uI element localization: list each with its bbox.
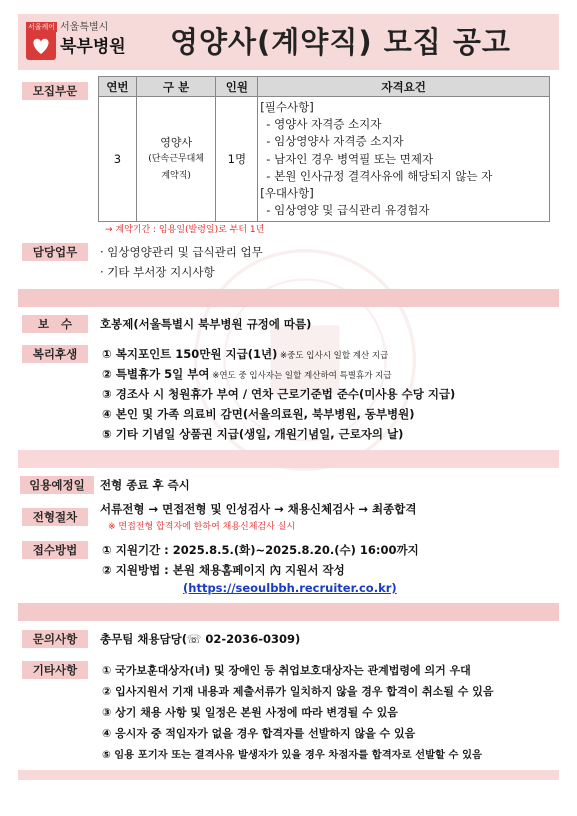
process-note: ※ 면접전형 합격자에 한하여 채용신체검사 실시 [108,522,296,532]
section-label-pay: 보 수 [22,315,88,333]
table-row [99,97,550,222]
divider-band [18,603,559,621]
preferred-title: [우대사항] [260,186,314,201]
welfare-main: ③ 경조사 시 청원휴가 부여 / 연차 근로기준법 준수(미사용 수당 지급) [102,387,456,401]
required-item: - 남자인 경우 병역필 또는 면제자 [266,151,434,166]
divider-band [18,450,559,468]
heart-logo-icon [26,30,56,60]
contract-period-note: → 계약기간 : 임용일(발령일)로 부터 1년 [105,225,265,235]
required-item: - 본원 인사규정 결격사유에 해당되지 않는 자 [266,168,493,183]
process-text: 서류전형 → 면접전형 및 인성검사 → 채용신체검사 → 최종합격 [100,502,417,516]
etc-item: ⑤ 임용 포기자 또는 결격사유 발생자가 있을 경우 차점자를 합격자로 선발할 수 있음 [102,749,482,761]
welfare-item [102,426,403,442]
row-number: 3 [99,97,137,222]
position-name: 영양사 [160,135,193,149]
welfare-main: ④ 본인 및 가족 의료비 감면(서울의료원, 북부병원, 동부병원) [102,407,415,421]
section-label-contact: 문의사항 [22,630,88,648]
divider-band [18,289,559,307]
required-item: - 임상영양사 자격증 소지자 [266,134,404,149]
etc-item: ② 입사지원서 기재 내용과 제출서류가 일치하지 않을 경우 합격이 취소될 수 있음 [102,685,494,698]
required-title: [필수사항] [260,100,314,114]
welfare-item [102,346,388,362]
section-label-process: 전형절차 [22,508,88,526]
page-title: 영양사(계약직) 모집 공고 [170,25,511,59]
pay-text: 호봉제(서울특별시 북부병원 규정에 따름) [100,317,312,331]
apply-url-link[interactable]: (https://seoulbbh.recruiter.co.kr) [183,581,397,595]
org-name: 북부병원 [60,37,126,57]
section-label-recruit: 모집부문 [22,82,88,100]
divider-band [18,770,559,780]
section-label-duty: 담당업무 [22,243,88,261]
welfare-main: ⑤ 기타 기념일 상품권 지급(생일, 개원기념일, 근로자의 날) [102,427,404,441]
recruit-table [98,76,550,222]
position-type-cont: 계약직) [161,170,191,181]
headcount: 1명 [216,97,258,222]
section-label-etc: 기타사항 [22,661,88,679]
welfare-main: ① 복지포인트 150만원 지급(1년) [102,347,278,361]
etc-item: ③ 상기 채용 사항 및 일정은 본원 사정에 따라 변경될 수 있음 [102,706,398,719]
table-header: 구 분 [136,77,216,97]
welfare-item [102,406,415,422]
logo-tag: 서울케어 [28,23,56,31]
table-header: 인원 [216,77,258,97]
table-header: 자격요건 [258,77,550,97]
welfare-item [102,366,392,382]
duty-item: · 기타 부서장 지시사항 [100,265,215,279]
apply-method: ② 지원방법 : 본원 채용홈페이지 內 지원서 작성 [102,563,345,577]
position-type: (단속근무대체 [148,153,204,164]
org-sub: 서울특별시 [60,22,109,33]
table-header: 연번 [99,77,137,97]
section-label-start: 임용예정일 [20,476,94,494]
required-item: - 영양사 자격증 소지자 [266,117,382,132]
section-label-welfare: 복리후생 [22,345,88,363]
welfare-note: ※중도 입사시 일할 계산 지급 [277,351,389,361]
start-text: 전형 종료 후 즉시 [100,478,190,492]
qualification-cell [258,97,550,222]
position-cell [136,97,216,222]
preferred-item: - 임상영양 및 급식관리 유경험자 [266,203,430,218]
etc-item: ① 국가보훈대상자(녀) 및 장애인 등 취업보호대상자는 관계법령에 의거 우대 [102,664,471,677]
contact-text: 총무팀 채용담당(☏ 02-2036-0309) [100,632,301,646]
etc-item: ④ 응시자 중 적임자가 없을 경우 합격자를 선발하지 않을 수 있음 [102,727,416,740]
apply-period: ① 지원기간 : 2025.8.5.(화)~2025.8.20.(수) 16:00까지 [102,543,419,557]
welfare-note: ※연도 중 입사자는 일할 계산하여 특별휴가 지급 [209,371,392,381]
duty-item: · 임상영양관리 및 급식관리 업무 [100,245,263,259]
welfare-item [102,386,455,402]
section-label-apply: 접수방법 [22,541,88,559]
welfare-main: ② 특별휴가 5일 부여 [102,367,210,381]
